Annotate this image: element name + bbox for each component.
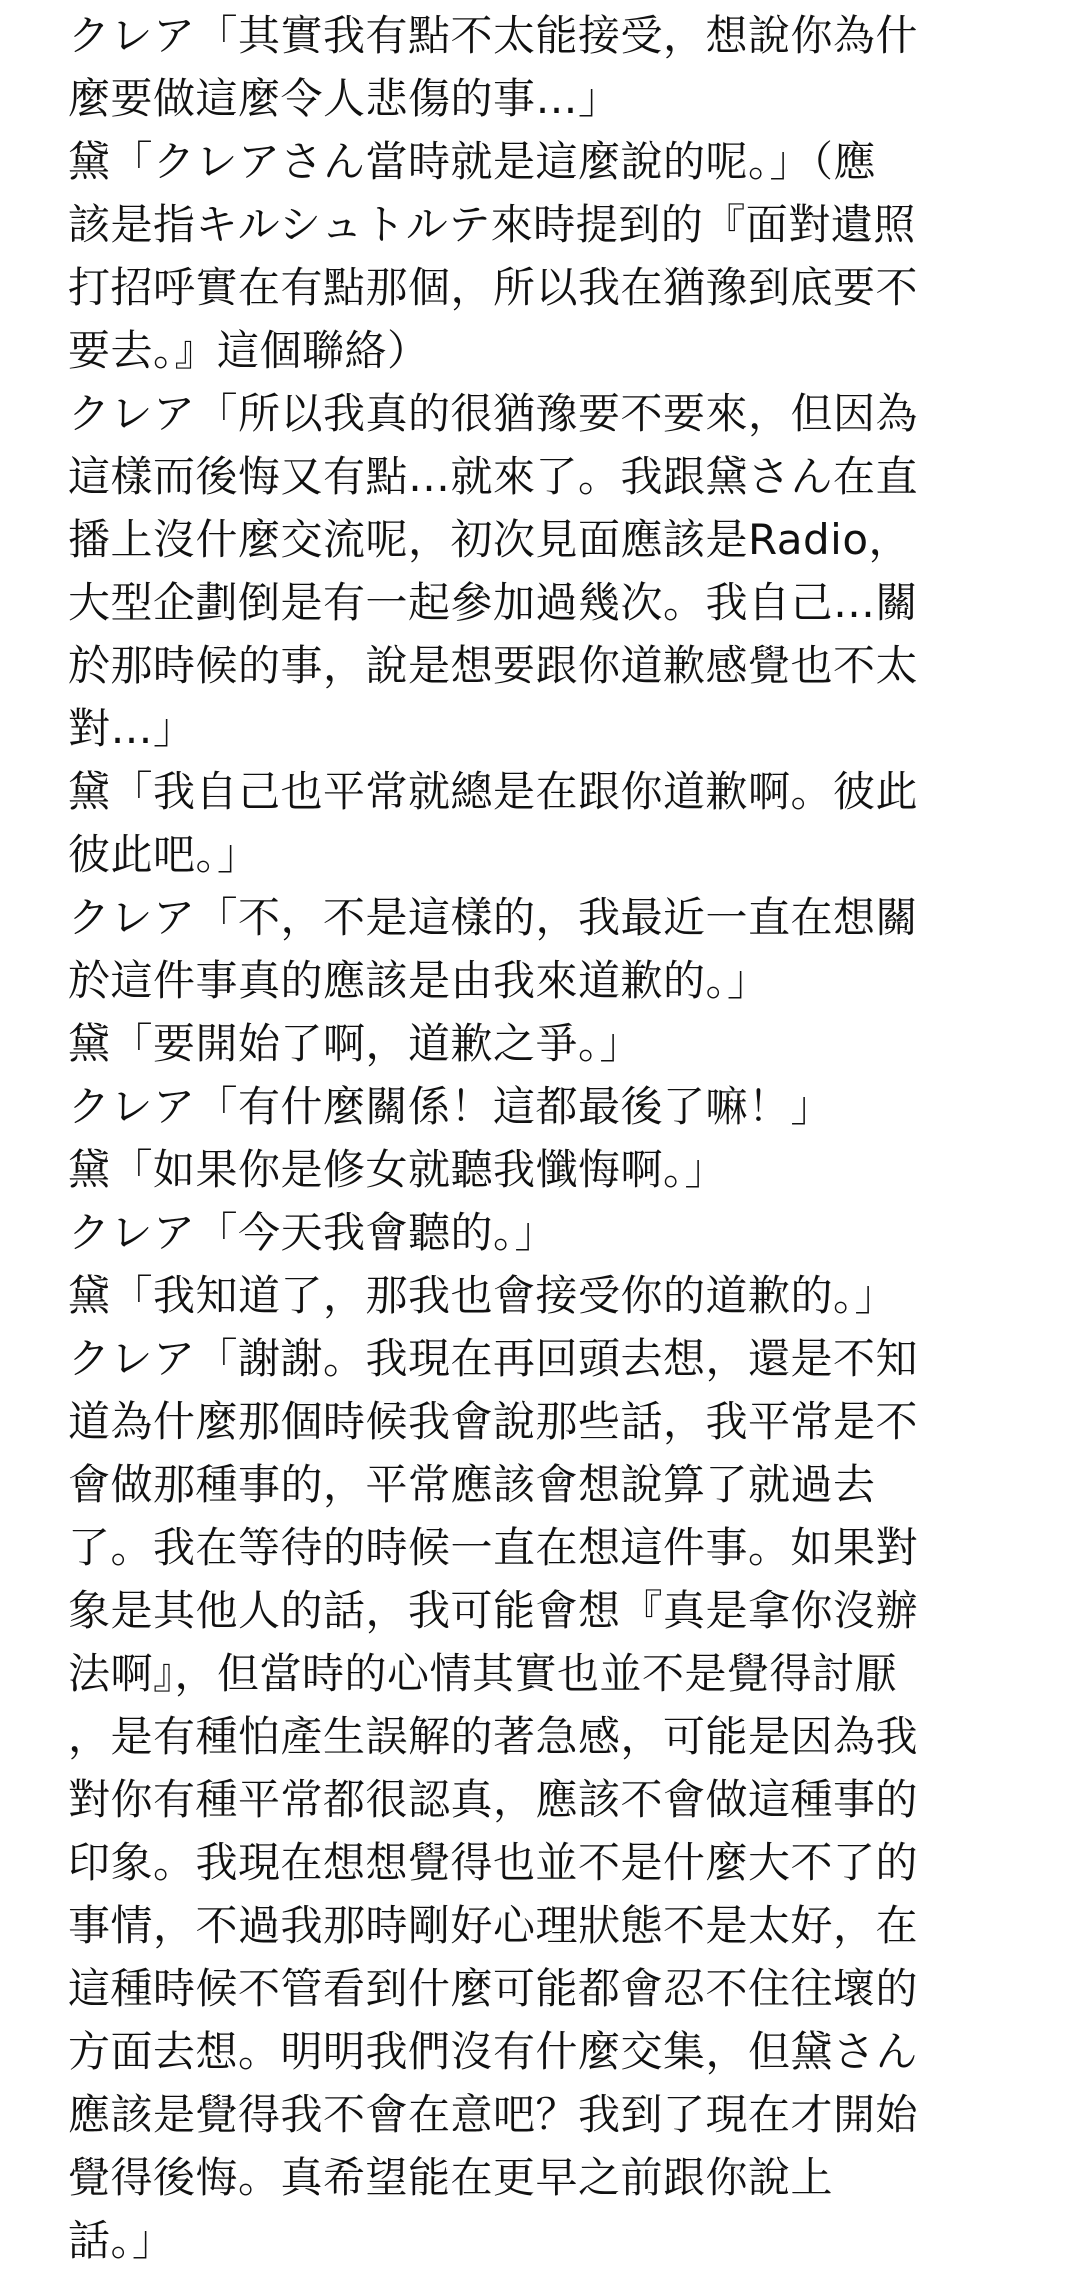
text-line: 事情，不過我那時剛好心理狀態不是太好，在 <box>68 1901 919 1950</box>
text-line: 道為什麼那個時候我會說那些話，我平常是不 <box>68 1397 919 1446</box>
text-line: クレア「所以我真的很猶豫要不要來，但因為 <box>68 389 919 438</box>
text-line: 法啊』，但當時的心情其實也並不是覺得討厭 <box>68 1649 898 1698</box>
text-line: 於這件事真的應該是由我來道歉的。」 <box>68 956 770 1005</box>
text-line: 黛「如果你是修女就聽我懺悔啊。」 <box>68 1145 728 1194</box>
text-line: 覺得後悔。真希望能在更早之前跟你說上 <box>68 2153 834 2202</box>
text-line: 印象。我現在想想覺得也並不是什麼大不了的 <box>68 1838 919 1887</box>
text-line: 會做那種事的，平常應該會想說算了就過去 <box>68 1460 876 1509</box>
text-line: 了。我在等待的時候一直在想這件事。如果對 <box>68 1523 919 1572</box>
text-line: クレア「其實我有點不太能接受，想說你為什 <box>68 11 919 60</box>
text-line: 應該是覺得我不會在意吧？我到了現在才開始 <box>68 2090 919 2139</box>
text-line: 對你有種平常都很認真，應該不會做這種事的 <box>68 1775 919 1824</box>
text-line: 播上沒什麼交流呢，初次見面應該是Radio， <box>68 515 912 564</box>
text-line: 大型企劃倒是有一起參加過幾次。我自己…關 <box>68 578 919 627</box>
text-line: 該是指キルシュトルテ來時提到的『面對遺照 <box>68 200 916 249</box>
text-line: 話。」 <box>68 2216 175 2265</box>
text-line: ，是有種怕產生誤解的著急感，可能是因為我 <box>68 1712 919 1761</box>
text-line: 要去。』這個聯絡） <box>68 326 430 375</box>
text-line: 打招呼實在有點那個，所以我在猶豫到底要不 <box>68 263 919 312</box>
text-line: クレア「不，不是這樣的，我最近一直在想關 <box>68 893 919 942</box>
text-line: 黛「我知道了，那我也會接受你的道歉的。」 <box>68 1271 898 1320</box>
text-line: クレア「今天我會聽的。」 <box>68 1208 558 1257</box>
text-body <box>68 4 1068 2272</box>
text-line: 於那時候的事，說是想要跟你道歉感覺也不太 <box>68 641 919 690</box>
text-line: 這樣而後悔又有點…就來了。我跟黛さん在直 <box>68 452 919 501</box>
text-line: 這種時候不管看到什麼可能都會忍不住往壞的 <box>68 1964 919 2013</box>
text-line: クレア「謝謝。我現在再回頭去想，還是不知 <box>68 1334 919 1383</box>
text-line: 黛「クレアさん當時就是這麼說的呢。」（應 <box>68 137 877 186</box>
text-line: 麼要做這麼令人悲傷的事…」 <box>68 74 621 123</box>
text-line: 方面去想。明明我們沒有什麼交集，但黛さん <box>68 2027 919 2076</box>
text-line: 彼此吧。」 <box>68 830 260 879</box>
text-line: 黛「我自己也平常就總是在跟你道歉啊。彼此 <box>68 767 919 816</box>
text-line: 象是其他人的話，我可能會想『真是拿你沒辦 <box>68 1586 919 1635</box>
text-line: 對…」 <box>68 704 196 753</box>
text-line: クレア「有什麼關係！這都最後了嘛！」 <box>68 1082 834 1131</box>
text-line: 黛「要開始了啊，道歉之爭。」 <box>68 1019 643 1068</box>
